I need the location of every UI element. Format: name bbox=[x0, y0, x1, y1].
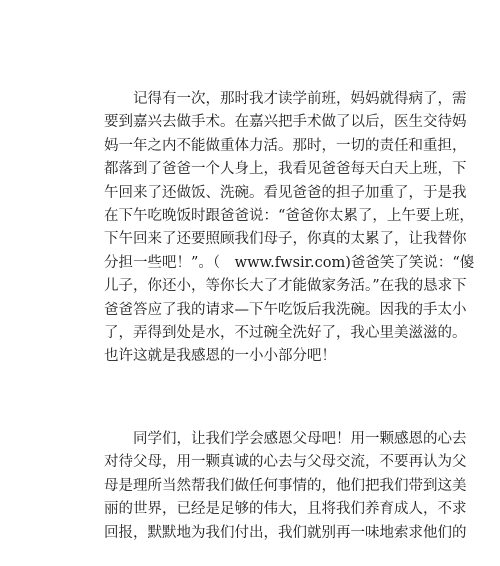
text-line: 回报，默默地为我们付出，我们就别再一味地索求他们的 bbox=[104, 524, 467, 541]
text-line: 了，弄得到处是水，不过碗全洗好了，我心里美滋滋的。 bbox=[104, 324, 467, 341]
text-line: 对待父母，用一颗真诚的心去与父母交流，不要再认为父 bbox=[104, 454, 467, 471]
text-line: 丽的世界，已经是足够的伟大，且将我们养育成人，不求 bbox=[104, 501, 467, 518]
paragraph-2 bbox=[104, 428, 467, 545]
text-line: 下午回来了还要照顾我们母子，你真的太累了，让我替你 bbox=[104, 231, 467, 248]
text-line: 要到嘉兴去做手术。在嘉兴把手术做了以后，医生交待妈 bbox=[104, 114, 467, 131]
text-line: 在下午吃晚饭时跟爸爸说：“爸爸你太累了，上午要上班， bbox=[104, 207, 474, 224]
text-line: 爸爸答应了我的请求—下午吃饭后我洗碗。因我的手太小 bbox=[104, 301, 467, 318]
text-line: 记得有一次，那时我才读学前班，妈妈就得病了，需 bbox=[104, 91, 467, 107]
text-line: 午回来了还做饭、洗碗。看见爸爸的担子加重了，于是我 bbox=[104, 184, 467, 201]
text-line: 也许这就是我感恩的一小小部分吧！ bbox=[104, 348, 336, 365]
text-line: 妈一年之内不能做重体力活。那时，一切的责任和重担， bbox=[104, 137, 467, 154]
text-line: 母是理所当然帮我们做任何事情的，他们把我们带到这美 bbox=[104, 477, 467, 494]
text-line: 同学们，让我们学会感恩父母吧！用一颗感恩的心去 bbox=[104, 431, 467, 447]
paragraph-1 bbox=[104, 88, 475, 369]
text-line: 儿子，你还小，等你长大了才能做家务活。”在我的恳求下 bbox=[104, 278, 467, 295]
text-line: 都落到了爸爸一个人身上，我看见爸爸每天白天上班，下 bbox=[104, 161, 467, 178]
text-line: 分担一些吧！”。（ www.fwsir.com)爸爸笑了笑说：“傻 bbox=[104, 254, 475, 271]
